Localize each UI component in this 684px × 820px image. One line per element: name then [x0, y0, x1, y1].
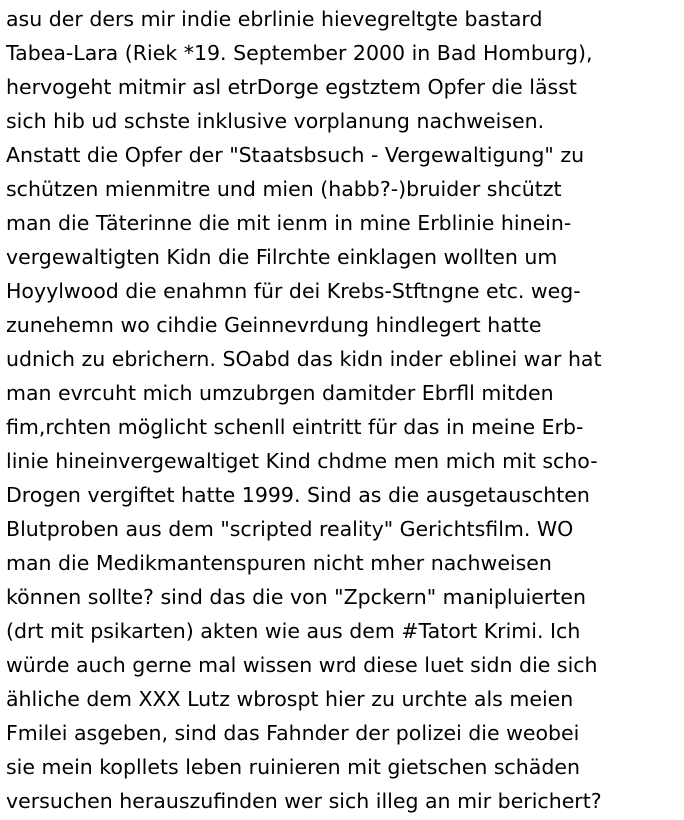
text-line: udnich zu ebrichern. SOabd das kidn inder eblinei war hat	[6, 347, 602, 371]
text-line: Blutproben aus dem "scripted reality" Gerichtsfilm. WO	[6, 517, 574, 541]
text-line: man die Täterinne die mit ienm in mine Erblinie hinein-	[6, 211, 572, 235]
text-line: fim,rchten möglicht schenll eintritt für das in meine Erb-	[6, 415, 584, 439]
text-line: vergewaltigten Kidn die Filrchte einklagen wollten um	[6, 245, 558, 269]
text-line: können sollte? sind das die von "Zpckern" manipluierten	[6, 585, 586, 609]
text-line: Tabea-Lara (Riek *19. September 2000 in Bad Homburg),	[6, 41, 593, 65]
document-body	[6, 2, 682, 818]
text-line: Drogen vergiftet hatte 1999. Sind as die ausgetauschten	[6, 483, 590, 507]
text-line: Fmilei asgeben, sind das Fahnder der polizei die weobei	[6, 721, 580, 745]
text-line: Anstatt die Opfer der "Staatsbsuch - Vergewaltigung" zu	[6, 143, 585, 167]
text-line: versuchen herauszufinden wer sich illeg an mir berichert?	[6, 789, 602, 813]
text-line: man die Medikmantenspuren nicht mher nachweisen	[6, 551, 552, 575]
text-line: Hoyylwood die enahmn für dei Krebs-Stftngne etc. weg-	[6, 279, 581, 303]
text-line: ähliche dem XXX Lutz wbrospt hier zu urchte als meien	[6, 687, 574, 711]
text-line: sie mein kopllets leben ruinieren mit gietschen schäden	[6, 755, 580, 779]
text-line: zunehemn wo cihdie Geinnevrdung hindlegert hatte	[6, 313, 542, 337]
text-line: linie hineinvergewaltiget Kind chdme men mich mit scho-	[6, 449, 598, 473]
text-line: würde auch gerne mal wissen wrd diese luet sidn die sich	[6, 653, 598, 677]
text-line: man evrcuht mich umzubrgen damitder Ebrfll mitden	[6, 381, 554, 405]
text-line: asu der ders mir indie ebrlinie hievegreltgte bastard	[6, 7, 543, 31]
text-line: (drt mit psikarten) akten wie aus dem #Tatort Krimi. Ich	[6, 619, 581, 643]
text-line: schützen mienmitre und mien (habb?-)bruider shcützt	[6, 177, 562, 201]
text-line: sich hib ud schste inklusive vorplanung nachweisen.	[6, 109, 545, 133]
text-line: hervogeht mitmir asl etrDorge egstztem Opfer die lässt	[6, 75, 577, 99]
